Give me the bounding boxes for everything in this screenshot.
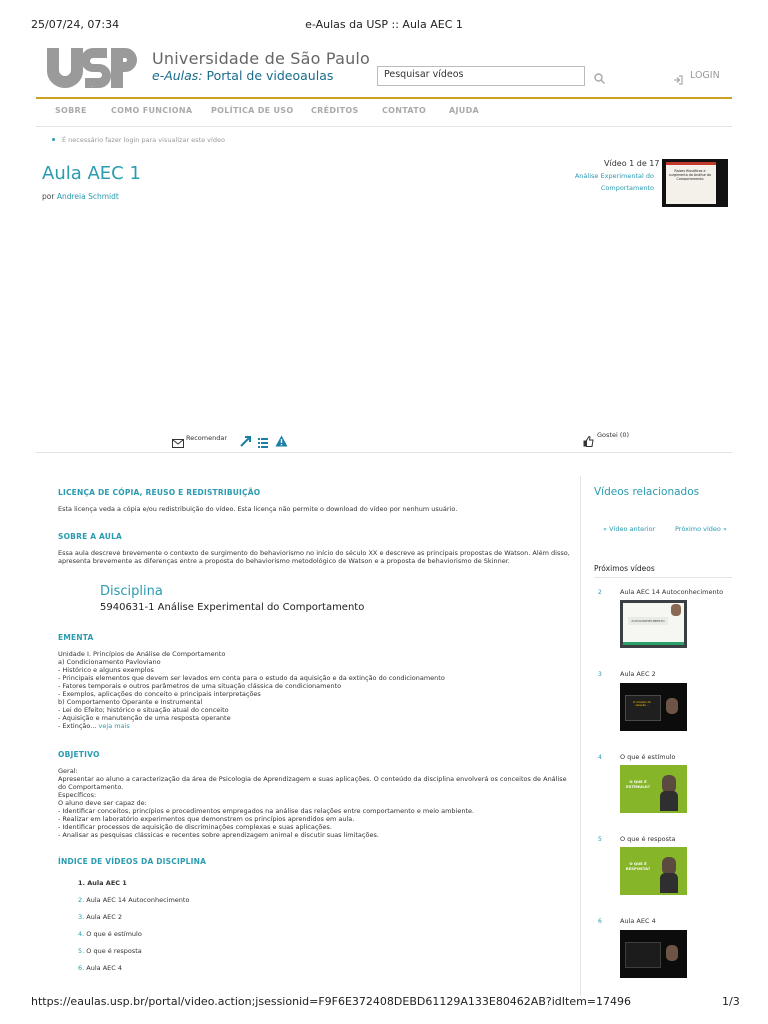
index-number: 6. — [78, 964, 85, 972]
next-video-label: Próximo vídeo — [675, 525, 721, 533]
login-notice: É necessário fazer login para visualizar este vídeo — [62, 136, 225, 144]
video-author — [42, 192, 119, 201]
thumb-main-text: Raízes filosóficas e surgimento da Análise do Comportamento — [668, 169, 712, 182]
chevron-double-left-icon: « — [603, 525, 607, 533]
usp-logo-text: USP — [91, 87, 93, 88]
ementa-line: - Principais elementos que devem ser levados em conta para o estudo da aquisição e da extinção do condicionamento — [58, 674, 445, 682]
next-videos-heading: Próximos vídeos — [594, 564, 655, 573]
content-divider — [36, 452, 732, 453]
author-link[interactable]: Andreia Schmidt — [56, 192, 119, 201]
next-video-title[interactable]: O que é resposta — [620, 835, 676, 843]
chevron-double-right-icon: » — [722, 525, 727, 533]
next-video-thumbnail[interactable] — [620, 765, 687, 813]
objective-line: - Identificar conceitos, princípios e procedimentos empregados na análise das relações entre comportamento e meio ambiente. — [58, 807, 475, 815]
nav-politica-de-uso[interactable]: POLÍTICA DE USO — [211, 106, 294, 115]
objective-line: - Analisar as pesquisas clássicas e recentes sobre aprendizagem animal e discutir suas limitações. — [58, 831, 379, 839]
nav-contato[interactable]: CONTATO — [382, 106, 427, 115]
index-title: O que é resposta — [86, 947, 142, 955]
ementa-line: - Histórico e alguns exemplos — [58, 666, 154, 674]
previous-video-label: Vídeo anterior — [609, 525, 656, 533]
objective-line: - Identificar processos de aquisição de discriminações complexas e suas aplicações. — [58, 823, 332, 831]
index-item[interactable] — [78, 879, 127, 887]
next-video-number: 3 — [598, 671, 602, 678]
previous-video-link[interactable] — [603, 525, 655, 533]
nav-sobre[interactable]: SOBRE — [55, 106, 87, 115]
next-video-number: 6 — [598, 918, 602, 925]
index-item[interactable] — [78, 930, 142, 938]
warning-icon[interactable] — [275, 432, 288, 451]
index-title: Aula AEC 1 — [87, 879, 127, 887]
header-divider — [36, 97, 732, 99]
index-item[interactable] — [78, 947, 142, 955]
objective-line: - Realizar em laboratório experimentos que demonstrem os princípios aprendidos em aula. — [58, 815, 355, 823]
recommend-button[interactable]: Recomendar — [186, 434, 228, 442]
index-item[interactable] — [78, 964, 122, 972]
related-heading: Vídeos relacionados — [594, 486, 700, 498]
index-item[interactable] — [78, 913, 122, 921]
next-video-number: 4 — [598, 754, 602, 761]
index-number: 2. — [78, 896, 85, 904]
login-icon[interactable] — [673, 70, 683, 89]
by-label: por — [42, 192, 55, 201]
index-heading: ÍNDICE DE VÍDEOS DA DISCIPLINA — [58, 857, 207, 866]
ementa-line: Unidade I. Princípios de Análise de Comportamento — [58, 650, 226, 658]
next-videos-divider — [594, 577, 732, 578]
next-video-link[interactable] — [675, 525, 727, 533]
video-title: Aula AEC 1 — [42, 163, 141, 184]
portal-title: Portal de videoaulas — [206, 68, 334, 83]
next-video-thumbnail[interactable] — [620, 847, 687, 895]
ementa-line: a) Condicionamento Pavloviano — [58, 658, 161, 666]
ementa-line: - Lei do Efeito; histórico e situação atual do conceito — [58, 706, 229, 714]
share-icon[interactable] — [240, 432, 252, 451]
ementa-last-line — [58, 723, 130, 731]
see-more-link[interactable]: veja mais — [98, 722, 130, 730]
objective-line: O aluno deve ser capaz de: — [58, 799, 147, 807]
next-video-title[interactable]: Aula AEC 4 — [620, 917, 656, 925]
index-title: Aula AEC 4 — [86, 964, 122, 972]
print-datetime: 25/07/24, 07:34 — [31, 18, 120, 31]
collection-line-1: Análise Experimental do — [574, 172, 654, 180]
list-icon[interactable] — [258, 433, 268, 452]
search-input[interactable]: Pesquisar vídeos — [377, 66, 585, 86]
nav-creditos[interactable]: CRÉDITOS — [311, 106, 359, 115]
index-number: 1. — [78, 879, 85, 887]
portal-name[interactable] — [152, 68, 333, 83]
current-video-thumbnail[interactable] — [662, 159, 728, 207]
ementa-line: - Aquisição e manutenção de uma resposta operante — [58, 714, 231, 722]
license-text: Esta licença veda a cópia e/ou redistribuição do vídeo. Esta licença não permite o download do vídeo por nenhum usuário. — [58, 505, 458, 513]
search-icon[interactable] — [594, 69, 605, 88]
collection-line-2: Comportamento — [600, 184, 654, 192]
index-number: 3. — [78, 913, 85, 921]
thumb-text: AUTOCONHECIMENTO — [628, 617, 668, 625]
next-video-title[interactable]: O que é estímulo — [620, 753, 676, 761]
objective-line: Apresentar ao aluno a caracterização da área de Psicologia de Aprendizagem e suas aplicações. O conteúdo da disciplina envolverá os conceitos de Análise — [58, 775, 567, 783]
discipline-heading: Disciplina — [100, 584, 163, 599]
nav-divider — [36, 126, 732, 127]
next-video-thumbnail[interactable] — [620, 600, 687, 648]
print-url: https://eaulas.usp.br/portal/video.action;jsessionid=F9F6E372408DEBD61129A133E80462AB?idItem=17496 — [31, 995, 632, 1008]
next-video-thumbnail[interactable] — [620, 683, 687, 731]
ementa-line: b) Comportamento Operante e Instrumental — [58, 698, 203, 706]
license-heading: LICENÇA DE CÓPIA, REUSO E REDISTRIBUIÇÃO — [58, 488, 261, 497]
print-page-title: e-Aulas da USP :: Aula AEC 1 — [305, 18, 463, 31]
about-heading: SOBRE A AULA — [58, 532, 123, 541]
usp-logo[interactable] — [41, 44, 141, 88]
thumbs-up-icon[interactable] — [583, 432, 594, 451]
collection-link[interactable] — [575, 170, 654, 194]
ementa-heading: EMENTA — [58, 633, 94, 642]
nav-ajuda[interactable]: AJUDA — [449, 106, 479, 115]
objective-line: Específicos: — [58, 791, 97, 799]
next-video-title[interactable]: Aula AEC 2 — [620, 670, 656, 678]
index-title: Aula AEC 14 Autoconhecimento — [86, 896, 190, 904]
objective-line: do Comportamento. — [58, 783, 124, 791]
like-count[interactable]: Gostei (0) — [597, 431, 630, 439]
envelope-icon[interactable] — [172, 433, 184, 452]
about-line: apresenta brevemente as diferenças entre a proposta do behaviorismo metodológico de Watson e a proposta de behaviorismo de Skinner. — [58, 557, 510, 565]
university-name: Universidade de São Paulo — [152, 49, 371, 68]
ementa-line: - Extinção... — [58, 722, 97, 730]
next-video-thumbnail[interactable] — [620, 930, 687, 978]
sidebar-divider — [580, 476, 581, 996]
portal-prefix: e-Aulas: — [152, 68, 203, 83]
next-video-title[interactable]: Aula AEC 14 Autoconhecimento — [620, 588, 724, 596]
index-number: 4. — [78, 930, 85, 938]
video-position: Vídeo 1 de 17 — [604, 159, 660, 168]
index-item[interactable] — [78, 896, 189, 904]
print-page-number: 1/3 — [722, 995, 740, 1008]
next-video-number: 5 — [598, 836, 602, 843]
discipline-name: 5940631-1 Análise Experimental do Comportamento — [100, 602, 365, 613]
thumb-text: O QUE É RESPOSTA? — [625, 861, 651, 871]
ementa-line: - Exemplos, aplicações do conceito e principais interpretações — [58, 690, 261, 698]
index-title: Aula AEC 2 — [86, 913, 122, 921]
ementa-line: - Fatores temporais e outros parâmetros de uma situação clássica de condicionamento — [58, 682, 342, 690]
login-link[interactable]: LOGIN — [690, 70, 720, 81]
about-line: Essa aula descreve brevemente o contexto de surgimento do behaviorismo no início do século XX e descreve as principais propostas de Watson. Além disso, — [58, 549, 570, 557]
objective-line: Geral: — [58, 767, 78, 775]
next-video-number: 2 — [598, 589, 602, 596]
objective-heading: OBJETIVO — [58, 750, 100, 759]
thumb-text: O QUE É ESTÍMULO? — [626, 779, 650, 789]
index-number: 5. — [78, 947, 85, 955]
index-title: O que é estímulo — [86, 930, 142, 938]
notice-bullet — [52, 138, 55, 141]
thumb-text: O modelo de seleção... — [633, 700, 651, 708]
nav-como-funciona[interactable]: COMO FUNCIONA — [111, 106, 193, 115]
